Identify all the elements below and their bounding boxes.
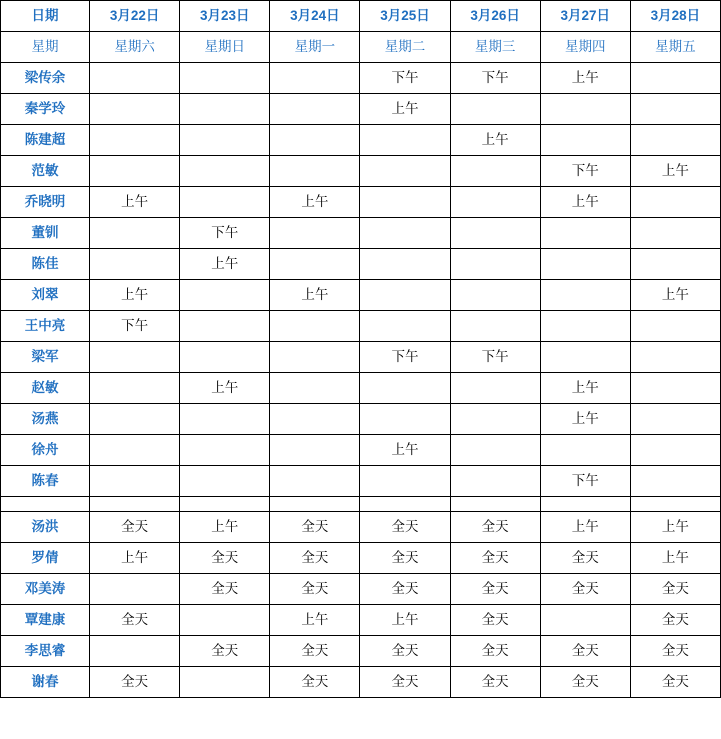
person-name-cell: 李思睿	[1, 636, 90, 667]
shift-cell	[180, 187, 270, 218]
table-row	[1, 512, 721, 543]
shift-cell: 全天	[630, 605, 720, 636]
date-header-label: 日期	[1, 1, 90, 32]
shift-cell	[360, 125, 450, 156]
shift-cell: 上午	[180, 249, 270, 280]
table-row	[1, 667, 721, 698]
shift-cell	[450, 311, 540, 342]
table-header	[1, 1, 721, 63]
shift-cell	[270, 218, 360, 249]
shift-cell	[450, 466, 540, 497]
table-row	[1, 342, 721, 373]
weekday-header-cell: 星期六	[90, 32, 180, 63]
table-row	[1, 280, 721, 311]
shift-cell	[630, 311, 720, 342]
date-header-cell: 3月22日	[90, 1, 180, 32]
shift-cell	[450, 187, 540, 218]
shift-cell	[180, 342, 270, 373]
shift-cell	[180, 667, 270, 698]
shift-cell	[90, 435, 180, 466]
section-separator-row	[1, 497, 721, 512]
shift-cell	[360, 187, 450, 218]
date-header-row	[1, 1, 721, 32]
shift-cell: 全天	[540, 574, 630, 605]
shift-cell	[630, 94, 720, 125]
shift-cell: 全天	[90, 667, 180, 698]
shift-cell	[180, 311, 270, 342]
shift-cell	[180, 94, 270, 125]
separator-cell	[630, 497, 720, 512]
weekday-header-cell: 星期五	[630, 32, 720, 63]
shift-cell: 全天	[540, 543, 630, 574]
shift-cell	[360, 373, 450, 404]
table-row	[1, 156, 721, 187]
shift-cell	[270, 156, 360, 187]
shift-cell: 上午	[180, 512, 270, 543]
shift-cell	[180, 156, 270, 187]
shift-cell	[90, 373, 180, 404]
person-name-cell: 刘翠	[1, 280, 90, 311]
shift-cell	[630, 187, 720, 218]
separator-cell	[540, 497, 630, 512]
weekday-header-label: 星期	[1, 32, 90, 63]
shift-cell: 上午	[270, 605, 360, 636]
shift-cell	[90, 125, 180, 156]
shift-cell	[450, 156, 540, 187]
shift-cell: 全天	[360, 543, 450, 574]
table-row	[1, 63, 721, 94]
weekday-header-cell: 星期一	[270, 32, 360, 63]
table-row	[1, 187, 721, 218]
shift-cell: 下午	[180, 218, 270, 249]
shift-cell: 全天	[450, 636, 540, 667]
person-name-cell: 王中亮	[1, 311, 90, 342]
shift-cell: 全天	[630, 636, 720, 667]
table-row	[1, 94, 721, 125]
shift-cell: 上午	[540, 187, 630, 218]
shift-cell: 全天	[450, 605, 540, 636]
person-name-cell: 乔晓明	[1, 187, 90, 218]
person-name-cell: 赵敏	[1, 373, 90, 404]
shift-cell	[270, 373, 360, 404]
shift-cell	[450, 435, 540, 466]
shift-cell	[630, 63, 720, 94]
shift-cell	[630, 342, 720, 373]
date-header-cell: 3月28日	[630, 1, 720, 32]
shift-cell: 上午	[360, 605, 450, 636]
shift-cell	[450, 404, 540, 435]
shift-cell	[630, 373, 720, 404]
shift-cell	[540, 218, 630, 249]
shift-cell	[360, 280, 450, 311]
shift-cell	[450, 280, 540, 311]
person-name-cell: 覃建康	[1, 605, 90, 636]
shift-cell	[450, 218, 540, 249]
shift-cell	[90, 636, 180, 667]
date-header-cell: 3月24日	[270, 1, 360, 32]
shift-cell	[180, 280, 270, 311]
shift-cell: 下午	[360, 342, 450, 373]
shift-cell	[180, 435, 270, 466]
weekday-header-cell: 星期日	[180, 32, 270, 63]
separator-cell	[360, 497, 450, 512]
table-row	[1, 373, 721, 404]
shift-cell	[450, 249, 540, 280]
table-row	[1, 605, 721, 636]
person-name-cell: 邓美涛	[1, 574, 90, 605]
shift-cell: 下午	[90, 311, 180, 342]
shift-cell: 全天	[270, 512, 360, 543]
table-row	[1, 404, 721, 435]
shift-cell	[630, 466, 720, 497]
shift-cell: 上午	[90, 280, 180, 311]
separator-cell	[270, 497, 360, 512]
table-row	[1, 636, 721, 667]
table-row	[1, 574, 721, 605]
separator-cell	[90, 497, 180, 512]
shift-cell: 上午	[450, 125, 540, 156]
shift-cell	[90, 342, 180, 373]
table-row	[1, 466, 721, 497]
shift-cell	[360, 249, 450, 280]
shift-cell	[360, 404, 450, 435]
table-row	[1, 543, 721, 574]
date-header-cell: 3月27日	[540, 1, 630, 32]
shift-cell	[540, 311, 630, 342]
shift-cell: 全天	[270, 543, 360, 574]
shift-cell: 全天	[450, 667, 540, 698]
shift-cell: 下午	[450, 342, 540, 373]
weekday-header-cell: 星期二	[360, 32, 450, 63]
shift-cell: 全天	[360, 636, 450, 667]
person-name-cell: 秦学玲	[1, 94, 90, 125]
shift-cell	[540, 94, 630, 125]
shift-cell: 全天	[270, 636, 360, 667]
person-name-cell: 董钏	[1, 218, 90, 249]
shift-cell	[360, 156, 450, 187]
table-row	[1, 311, 721, 342]
shift-cell: 上午	[180, 373, 270, 404]
shift-cell: 全天	[360, 574, 450, 605]
shift-cell	[630, 218, 720, 249]
shift-cell: 全天	[180, 574, 270, 605]
shift-cell: 上午	[630, 156, 720, 187]
date-header-cell: 3月25日	[360, 1, 450, 32]
shift-cell	[360, 218, 450, 249]
shift-cell: 上午	[540, 373, 630, 404]
shift-cell	[540, 249, 630, 280]
shift-cell	[270, 249, 360, 280]
shift-cell	[180, 605, 270, 636]
person-name-cell: 梁军	[1, 342, 90, 373]
shift-cell	[540, 435, 630, 466]
shift-cell: 全天	[540, 667, 630, 698]
person-name-cell: 徐舟	[1, 435, 90, 466]
shift-cell: 下午	[540, 156, 630, 187]
shift-cell: 上午	[360, 94, 450, 125]
shift-cell: 上午	[630, 512, 720, 543]
shift-cell	[630, 404, 720, 435]
shift-cell	[90, 249, 180, 280]
shift-cell	[270, 435, 360, 466]
shift-cell: 下午	[360, 63, 450, 94]
shift-cell: 全天	[450, 512, 540, 543]
person-name-cell: 汤燕	[1, 404, 90, 435]
shift-cell: 全天	[180, 636, 270, 667]
shift-cell: 全天	[450, 574, 540, 605]
shift-cell	[270, 125, 360, 156]
shift-cell	[270, 342, 360, 373]
shift-cell: 全天	[450, 543, 540, 574]
shift-cell: 上午	[360, 435, 450, 466]
shift-cell	[90, 404, 180, 435]
shift-cell	[180, 63, 270, 94]
separator-cell	[180, 497, 270, 512]
shift-cell	[180, 125, 270, 156]
shift-cell: 全天	[540, 636, 630, 667]
shift-cell: 全天	[630, 574, 720, 605]
shift-cell	[540, 342, 630, 373]
shift-cell	[540, 125, 630, 156]
date-header-cell: 3月23日	[180, 1, 270, 32]
shift-cell	[90, 94, 180, 125]
shift-cell	[450, 94, 540, 125]
shift-cell: 全天	[270, 667, 360, 698]
shift-cell: 上午	[270, 187, 360, 218]
shift-cell: 全天	[180, 543, 270, 574]
shift-cell: 上午	[90, 187, 180, 218]
shift-cell	[270, 466, 360, 497]
separator-cell	[450, 497, 540, 512]
shift-cell: 上午	[630, 280, 720, 311]
weekday-header-cell: 星期三	[450, 32, 540, 63]
shift-cell	[630, 249, 720, 280]
shift-cell: 全天	[270, 574, 360, 605]
shift-cell: 上午	[540, 63, 630, 94]
separator-cell	[1, 497, 90, 512]
table-row	[1, 249, 721, 280]
person-name-cell: 梁传余	[1, 63, 90, 94]
shift-cell	[630, 125, 720, 156]
shift-cell	[270, 94, 360, 125]
table-row	[1, 218, 721, 249]
shift-cell: 下午	[450, 63, 540, 94]
shift-cell	[360, 311, 450, 342]
shift-cell: 上午	[630, 543, 720, 574]
shift-cell	[540, 605, 630, 636]
shift-cell	[270, 311, 360, 342]
person-name-cell: 范敏	[1, 156, 90, 187]
shift-cell	[540, 280, 630, 311]
shift-cell: 全天	[360, 512, 450, 543]
shift-cell	[180, 466, 270, 497]
shift-cell	[180, 404, 270, 435]
table-row	[1, 435, 721, 466]
table-body	[1, 63, 721, 698]
person-name-cell: 汤洪	[1, 512, 90, 543]
shift-cell: 全天	[90, 512, 180, 543]
shift-cell	[630, 435, 720, 466]
shift-cell	[360, 466, 450, 497]
shift-cell	[270, 404, 360, 435]
shift-cell: 全天	[90, 605, 180, 636]
person-name-cell: 罗倩	[1, 543, 90, 574]
shift-cell	[90, 218, 180, 249]
person-name-cell: 谢春	[1, 667, 90, 698]
date-header-cell: 3月26日	[450, 1, 540, 32]
person-name-cell: 陈建超	[1, 125, 90, 156]
person-name-cell: 陈佳	[1, 249, 90, 280]
shift-cell: 上午	[90, 543, 180, 574]
shift-cell	[90, 156, 180, 187]
shift-cell	[270, 63, 360, 94]
table-row	[1, 125, 721, 156]
shift-cell: 上午	[540, 512, 630, 543]
shift-cell	[90, 574, 180, 605]
shift-cell	[90, 63, 180, 94]
person-name-cell: 陈春	[1, 466, 90, 497]
weekday-header-row	[1, 32, 721, 63]
weekday-header-cell: 星期四	[540, 32, 630, 63]
shift-cell: 下午	[540, 466, 630, 497]
shift-cell: 上午	[270, 280, 360, 311]
shift-cell	[90, 466, 180, 497]
shift-cell: 全天	[360, 667, 450, 698]
shift-cell: 全天	[630, 667, 720, 698]
shift-cell: 上午	[540, 404, 630, 435]
shift-cell	[450, 373, 540, 404]
